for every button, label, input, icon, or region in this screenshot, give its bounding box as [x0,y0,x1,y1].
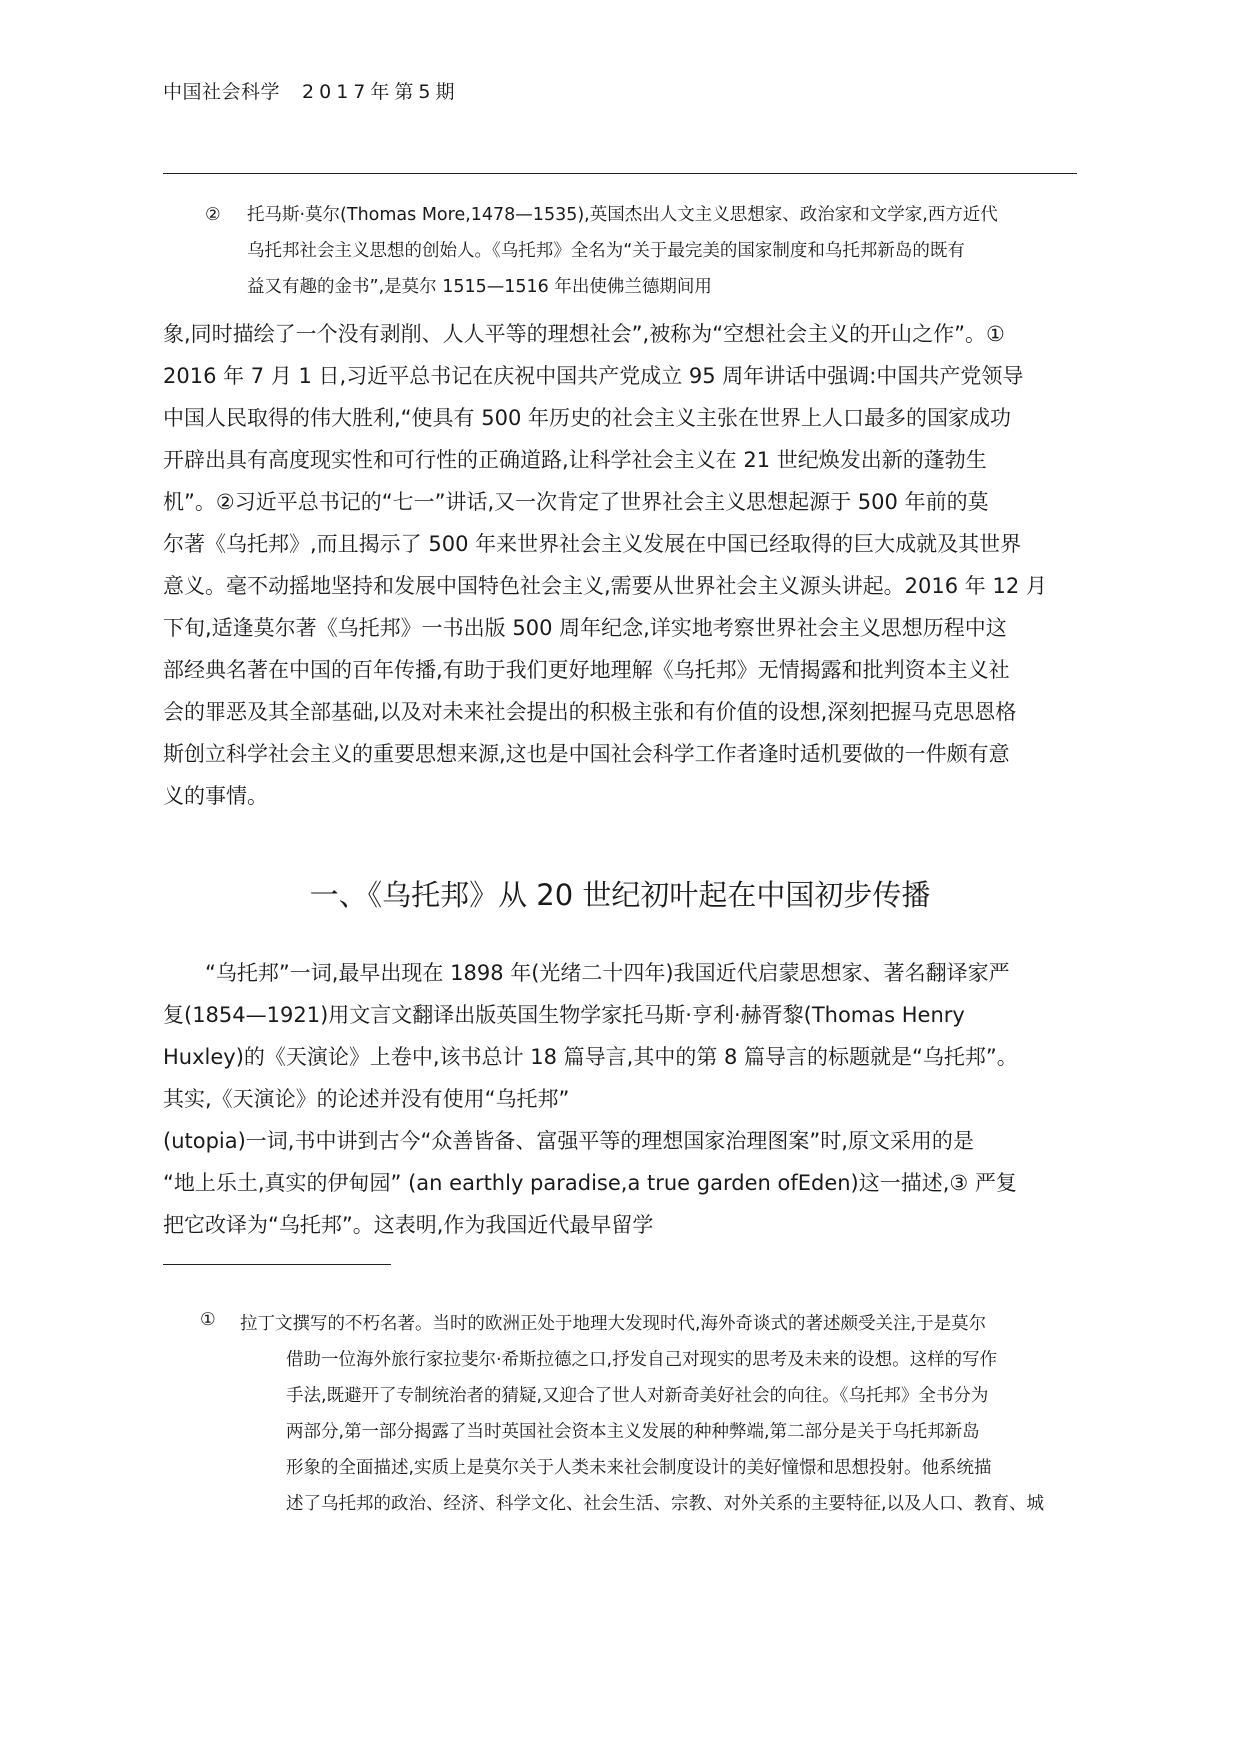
running-header [163,77,459,104]
text-line: 开辟出具有高度现实性和可行性的正确道路,让科学社会主义在 21 世纪焕发出新的蓬勃生 [163,448,987,472]
text-line: 义的事情。 [163,784,268,808]
footnote-line: 形象的全面描述,实质上是莫尔关于人类未来社会制度设计的美好憧憬和思想投射。他系统描 [286,1458,992,1478]
text-line: 斯创立科学社会主义的重要思想来源,这也是中国社会科学工作者逢时适机要做的一件颇有意 [163,742,1010,766]
journal-name: 中国社会科学 [163,81,281,103]
text-line: (utopia)一词,书中讲到古今“众善皆备、富强平等的理想国家治理图案”时,原文采用的是 [163,1129,974,1153]
footnote-line: 托马斯·莫尔(Thomas More,1478—1535),英国杰出人文主义思想家、政治家和文学家,西方近代 [247,205,998,225]
text-line: 中国人民取得的伟大胜利,“使具有 500 年历史的社会主义主张在世界上人口最多的国家成功 [163,406,1011,430]
footnote-marker: ② [205,205,221,225]
header-rule [163,173,1077,174]
footnote-line: 借助一位海外旅行家拉斐尔·希斯拉德之口,抒发自己对现实的思考及未来的设想。这样的写作 [286,1350,998,1370]
text-line: 机”。②习近平总书记的“七一”讲话,又一次肯定了世界社会主义思想起源于 500 年前的莫 [163,490,989,514]
section-heading: 一、《乌托邦》从 20 世纪初叶起在中国初步传播 [309,878,931,912]
text-line: 2016 年 7 月 1 日,习近平总书记在庆祝中国共产党成立 95 周年讲话中强调:中国共产党领导 [163,364,1024,388]
footnote-rule [163,1264,391,1265]
text-line: “乌托邦”一词,最早出现在 1898 年(光绪二十四年)我国近代启蒙思想家、著名翻译家严 [205,961,1010,985]
text-line: 尔著《乌托邦》,而且揭示了 500 年来世界社会主义发展在中国已经取得的巨大成就及其世界 [163,532,1022,556]
text-line: 下旬,适逢莫尔著《乌托邦》一书出版 500 周年纪念,详实地考察世界社会主义思想历程中这 [163,616,1007,640]
footnote-line: 手法,既避开了专制统治者的猜疑,又迎合了世人对新奇美好社会的向往。《乌托邦》全书分为 [286,1386,989,1406]
footnote-line: 述了乌托邦的政治、经济、科学文化、社会生活、宗教、对外关系的主要特征,以及人口、教育、城 [286,1494,1045,1514]
footnote-marker: ① [200,1310,216,1330]
issue-number: 2017年第5期 [302,81,460,103]
text-line: 把它改译为“乌托邦”。这表明,作为我国近代最早留学 [163,1213,654,1237]
text-line: 意义。毫不动摇地坚持和发展中国特色社会主义,需要从世界社会主义源头讲起。2016 年 12 月 [163,574,1047,598]
footnote-line: 益又有趣的金书”,是莫尔 1515—1516 年出使佛兰德期间用 [247,277,712,297]
footnote-line: 乌托邦社会主义思想的创始人。《乌托邦》全名为“关于最完美的国家制度和乌托邦新岛的既有 [247,241,965,261]
text-line: 象,同时描绘了一个没有剥削、人人平等的理想社会”,被称为“空想社会主义的开山之作”。① [163,322,1005,346]
text-line: 会的罪恶及其全部基础,以及对未来社会提出的积极主张和有价值的设想,深刻把握马克思恩格 [163,700,1017,724]
text-line: 其实,《天演论》的论述并没有使用“乌托邦” [163,1087,570,1111]
text-line: Huxley)的《天演论》上卷中,该书总计 18 篇导言,其中的第 8 篇导言的标题就是“乌托邦”。 [163,1045,1018,1069]
text-line: 复(1854—1921)用文言文翻译出版英国生物学家托马斯·亨利·赫胥黎(Thomas Henry [163,1003,965,1027]
text-line: 部经典名著在中国的百年传播,有助于我们更好地理解《乌托邦》无情揭露和批判资本主义社 [163,658,1010,682]
footnote-line: 两部分,第一部分揭露了当时英国社会资本主义发展的种种弊端,第二部分是关于乌托邦新岛 [286,1422,980,1442]
footnote-line: 拉丁文撰写的不朽名著。当时的欧洲正处于地理大发现时代,海外奇谈式的著述颇受关注,于是莫尔 [240,1314,987,1334]
text-line: “地上乐土,真实的伊甸园” (an earthly paradise,a true garden ofEden)这一描述,③ 严复 [163,1171,1017,1195]
